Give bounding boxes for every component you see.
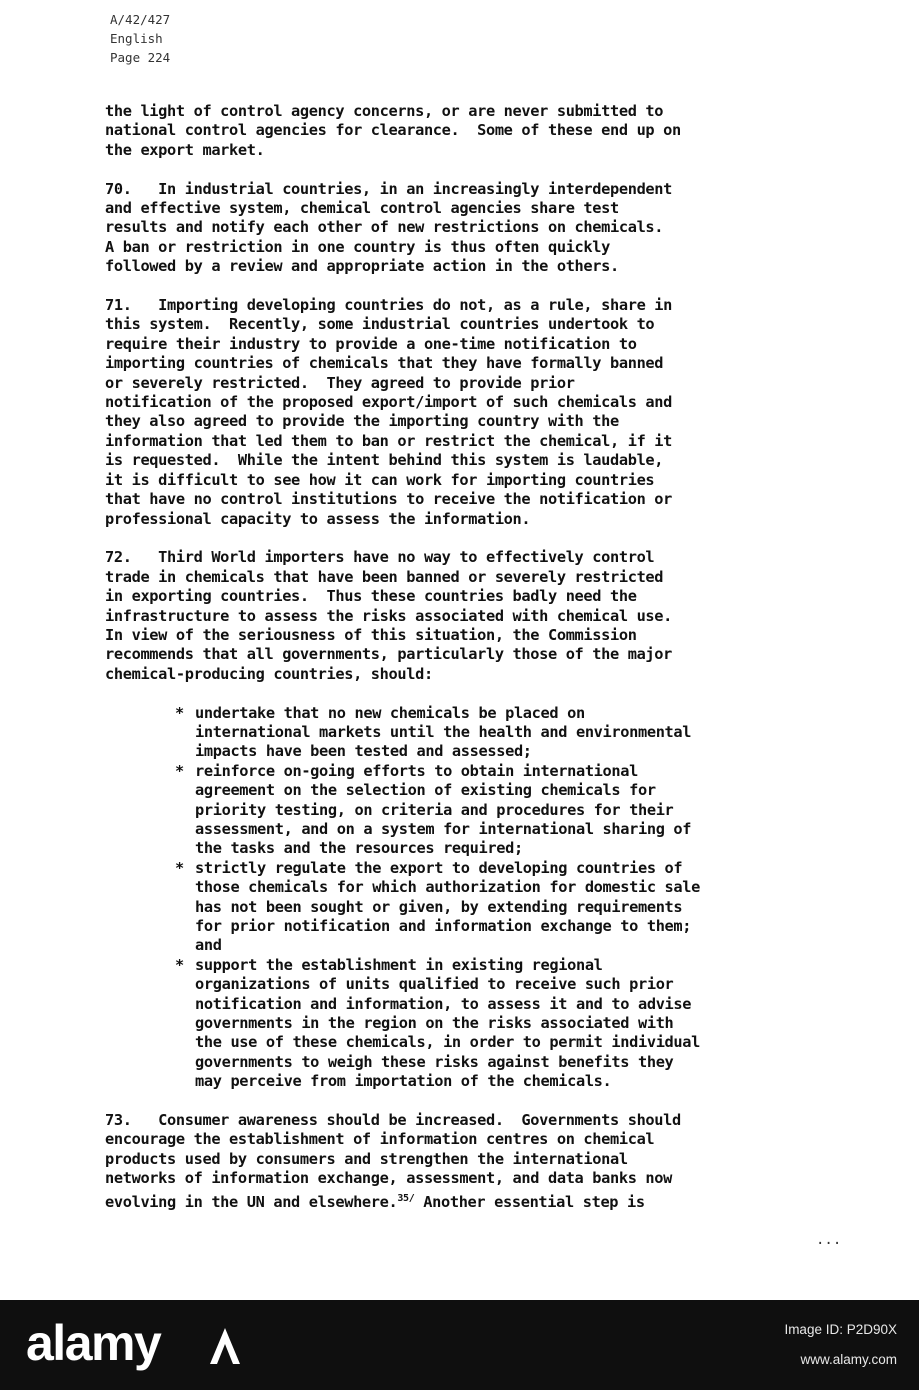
list-item	[175, 956, 855, 1092]
page-number: Page 224	[110, 50, 171, 65]
stock-image-id: Image ID: P2D90X	[784, 1322, 897, 1337]
paragraph-73-tail: Another essential step is	[414, 1192, 645, 1211]
list-item-text: reinforce on-going efforts to obtain international agreement on the selection of existing chemicals for priority testing, on criteria and procedures for their assessment, and on a system for international sharing of the tasks and the resources required;	[195, 761, 692, 858]
paragraph-continuation: the light of control agency concerns, or are never submitted to national control agencies for clearance. Some of these end up on the export market.	[105, 102, 681, 159]
footnote-reference: 35/	[397, 1192, 415, 1204]
list-item	[175, 859, 855, 956]
list-item-text: strictly regulate the export to developing countries of those chemicals for which authorization for domestic sale has not been sought or given, by extending requirements for prior notification and information exchange to them; and	[195, 858, 700, 955]
bullet-mark: *	[175, 858, 184, 877]
list-item-text: support the establishment in existing regional organizations of units qualified to receive such prior notification and information, to assess it and to advise governments in the region on the risks associated with the use of these chemicals, in order to permit individual governments to weigh these risks against benefits they may perceive from importation of the chemicals.	[195, 955, 700, 1091]
document-header	[110, 10, 170, 67]
document-symbol: A/42/427	[110, 12, 171, 27]
document-body	[105, 102, 855, 1232]
list-item	[175, 704, 855, 762]
stock-logo: alamy	[26, 1315, 161, 1371]
stock-logo-mark-icon	[208, 1324, 242, 1366]
continuation-mark: ...	[816, 1232, 842, 1248]
document-language: English	[110, 31, 163, 46]
stock-info	[784, 1315, 897, 1375]
stock-site-url: www.alamy.com	[800, 1352, 897, 1367]
paragraph-70: 70. In industrial countries, in an increasingly interdependent and effective system, chemical control agencies share test results and notify each other of new restrictions on chemicals. A ban or restriction in one country is thus often quickly followed by a review and appropriate action in the others.	[105, 179, 673, 276]
bullet-mark: *	[175, 703, 184, 722]
paragraph-71: 71. Importing developing countries do not, as a rule, share in this system. Recently, some industrial countries undertook to require their industry to provide a one-time notification to importing countries of chemicals that they have formally banned or severely restricted. They agreed to provide prior notification of the proposed export/import of such chemicals and they also agreed to provide the importing country with the information that led them to ban or restrict the chemical, if it is requested. While the intent behind this system is laudable, it is difficult to see how it can work for importing countries that have no control institutions to receive the notification or professional capacity to assess the information.	[105, 296, 673, 528]
list-item	[175, 762, 855, 859]
stock-watermark-bar	[0, 1300, 919, 1390]
paragraph-73	[105, 1111, 855, 1212]
paragraph-72: 72. Third World importers have no way to effectively control trade in chemicals that have been banned or severely restricted in exporting countries. Thus these countries badly need the infrastructure to assess the risks associated with chemical use. In view of the seriousness of this situation, the Commission recommends that all governments, particularly those of the major chemical-producing countries, should:	[105, 548, 673, 683]
bullet-mark: *	[175, 955, 184, 974]
paragraph-73-text: 73. Consumer awareness should be increased. Governments should encourage the establishment of information centres on chemical products used by consumers and strengthen the international networks of information exchange, assessment, and data banks now evolving in the UN and elsewhere.	[105, 1111, 681, 1211]
recommendation-list	[105, 704, 855, 1092]
bullet-mark: *	[175, 761, 184, 780]
list-item-text: undertake that no new chemicals be placed on international markets until the health and environmental impacts have been tested and assessed;	[195, 703, 692, 761]
